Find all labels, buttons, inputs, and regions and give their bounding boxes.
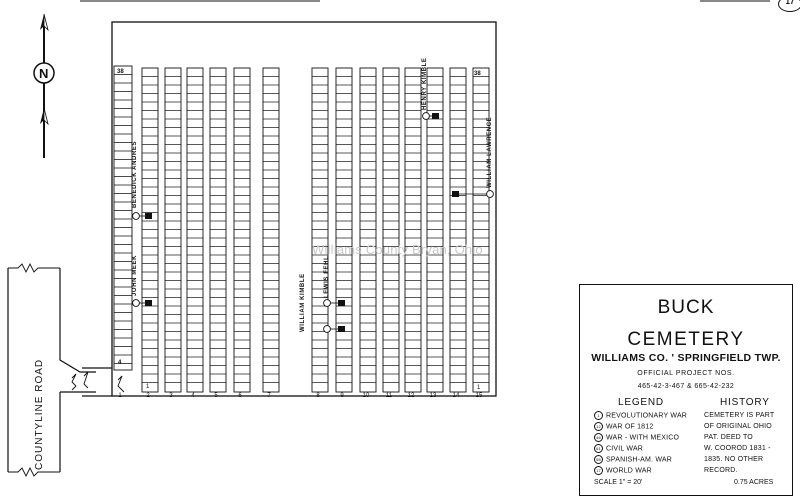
row-count-bottom-15: 1 <box>477 385 481 391</box>
row-count-left-bottom: 4 <box>118 360 122 366</box>
title-line-1: BUCK <box>657 297 715 318</box>
legend-symbol-icon: 17 <box>594 466 603 475</box>
column-number: 14 <box>452 393 460 399</box>
burial-name-henry-kimble: HENRY KIMBLE <box>422 57 428 110</box>
watermark: Williams County Bryan, Ohio <box>312 242 483 257</box>
row-count-bottom-1: 1 <box>146 384 150 390</box>
legend-item <box>594 466 652 475</box>
burial-name-william-kimble: WILLIAM KIMBLE <box>300 273 306 332</box>
legend-heading: LEGEND <box>618 397 664 408</box>
column-number: 12 <box>407 393 415 399</box>
burial-name-william-lawrence: WILLIAM LAWRENCE <box>487 116 493 188</box>
column-number: 10 <box>362 393 370 399</box>
row-count-left: 38 <box>117 69 124 75</box>
legend-item <box>594 433 679 442</box>
history-line: CEMETERY IS PART <box>704 412 775 419</box>
plot-column <box>383 68 399 392</box>
north-arrow-icon <box>34 14 54 158</box>
legend-item <box>594 422 653 431</box>
history-heading: HISTORY <box>720 397 770 408</box>
scan-noise <box>80 0 770 2</box>
plot-column <box>210 68 226 392</box>
column-number: 7 <box>267 393 271 399</box>
legend-symbol-icon: 46 <box>594 433 603 442</box>
plot-column <box>187 68 203 392</box>
column-number: 9 <box>340 393 344 399</box>
legend-label: WAR - WITH MEXICO <box>606 434 680 442</box>
legend-label: REVOLUTIONARY WAR <box>606 412 688 420</box>
column-number: 1 <box>118 393 122 399</box>
burial-name-lewis-fehl: LEWIS FEHL <box>324 255 330 298</box>
column-number: 4 <box>191 393 195 399</box>
column-number: 3 <box>169 393 173 399</box>
column-number: 8 <box>316 393 320 399</box>
scale-text: SCALE 1" = 20' <box>594 479 643 486</box>
title-block <box>579 284 793 496</box>
history-line: RECORD. <box>704 467 738 474</box>
legend-item <box>594 455 672 464</box>
plot-column <box>234 68 250 392</box>
plot-column <box>114 66 132 370</box>
plot-column <box>312 68 328 392</box>
project-numbers: 465-42-3-467 & 665-42-232 <box>637 383 735 390</box>
countyline-road <box>8 264 124 476</box>
legend-label: CIVIL WAR <box>606 445 644 453</box>
acreage-text: 0.75 ACRES <box>734 479 774 486</box>
plot-column <box>165 68 181 392</box>
column-number: 13 <box>429 393 437 399</box>
plot-column <box>142 68 158 392</box>
history-line: OF ORIGINAL OHIO <box>704 423 772 430</box>
legend-item <box>594 411 687 420</box>
column-number: 6 <box>238 393 242 399</box>
plot-column <box>263 68 279 392</box>
county-township: WILLIAMS CO. ' SPRINGFIELD TWP. <box>591 352 781 364</box>
burial-name-john-meek: JOHN MEEK <box>132 254 138 296</box>
legend-label: SPANISH-AM. WAR <box>606 456 673 464</box>
legend-label: WAR OF 1812 <box>606 423 654 431</box>
legend-symbol-icon: 12 <box>594 422 603 431</box>
legend-item <box>594 444 643 453</box>
plot-column <box>405 68 421 392</box>
column-number: 5 <box>214 393 218 399</box>
plot-column <box>360 68 376 392</box>
legend-label: WORLD WAR <box>606 467 652 475</box>
plot-column <box>336 68 352 392</box>
project-label: OFFICIAL PROJECT NOS. <box>637 370 735 377</box>
north-letter: N <box>39 66 49 81</box>
title-line-2: CEMETERY <box>627 329 745 350</box>
legend-symbol-icon: 98 <box>594 455 603 464</box>
burial-name-benedick-andres: BENEDICK ANDRES <box>132 140 138 208</box>
history-line: 1835. NO OTHER <box>704 456 764 463</box>
legend-symbol-icon: 1 <box>594 411 603 420</box>
column-number: 15 <box>475 393 483 399</box>
page-number-badge: 17 <box>778 0 800 12</box>
plot-column <box>450 68 466 392</box>
history-line: W. COOROD 1831 - <box>704 445 771 452</box>
column-number: 11 <box>385 393 393 399</box>
history-line: PAT. DEED TO <box>704 434 753 441</box>
column-number: 2 <box>146 393 150 399</box>
road-label: COUNTYLINE ROAD <box>34 358 45 470</box>
legend-symbol-icon: 61 <box>594 444 603 453</box>
row-count-right: 38 <box>474 71 481 77</box>
